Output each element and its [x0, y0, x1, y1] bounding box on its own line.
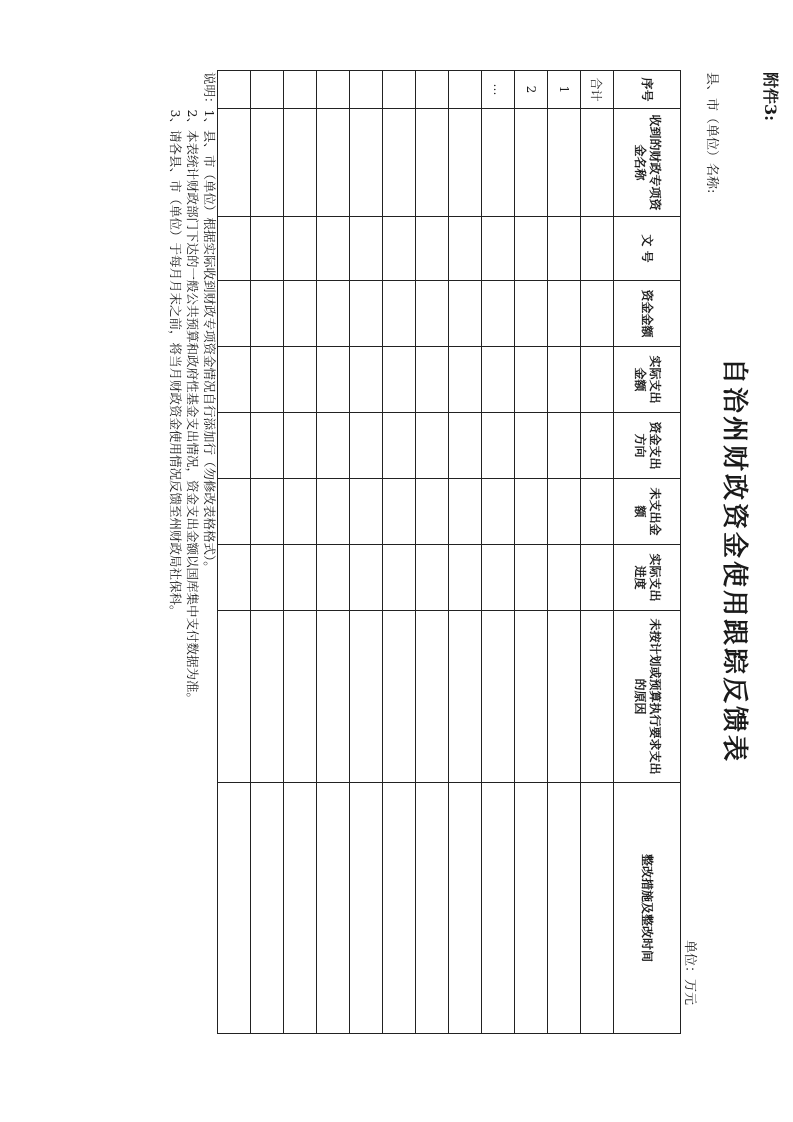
header-spending-progress: 实际支出进度: [614, 545, 681, 611]
table-cell: [218, 783, 251, 1034]
table-cell: [515, 545, 548, 611]
table-cell: [218, 347, 251, 413]
table-cell: [581, 545, 614, 611]
table-cell: [482, 545, 515, 611]
table-cell: [218, 611, 251, 783]
table-cell: [251, 611, 284, 783]
table-cell: [284, 783, 317, 1034]
form-title: 自治州财政资金使用跟踪反馈表: [719, 357, 749, 764]
table-cell: [515, 217, 548, 281]
table-cell: [548, 545, 581, 611]
table-cell: [350, 783, 383, 1034]
table-cell: [317, 545, 350, 611]
row-index-cell: [251, 71, 284, 109]
table-row: [383, 71, 416, 1034]
notes-section: [167, 72, 218, 705]
table-row: [218, 71, 251, 1034]
table-cell: [548, 109, 581, 217]
table-cell: [350, 413, 383, 479]
table-cell: [449, 347, 482, 413]
table-cell: [383, 347, 416, 413]
table-cell: [317, 109, 350, 217]
table-cell: [449, 281, 482, 347]
row-index-cell: [350, 71, 383, 109]
row-index-cell: [416, 71, 449, 109]
table-cell: [548, 413, 581, 479]
table-cell: [383, 413, 416, 479]
table-cell: [350, 109, 383, 217]
table-cell: [383, 545, 416, 611]
table-row: [350, 71, 383, 1034]
table-cell: [515, 413, 548, 479]
table-cell: [515, 783, 548, 1034]
table-row: [482, 71, 515, 1034]
table-cell: [449, 413, 482, 479]
table-cell: [383, 217, 416, 281]
header-rectification: 整改措施及整改时间: [614, 783, 681, 1034]
table-cell: [416, 479, 449, 545]
table-cell: [350, 347, 383, 413]
table-row: [284, 71, 317, 1034]
table-cell: [482, 281, 515, 347]
table-cell: [548, 611, 581, 783]
table-cell: [350, 545, 383, 611]
table-cell: [383, 611, 416, 783]
table-cell: [548, 783, 581, 1034]
table-cell: [317, 281, 350, 347]
table-cell: [482, 217, 515, 281]
table-cell: [416, 109, 449, 217]
table-cell: [218, 281, 251, 347]
table-cell: [218, 479, 251, 545]
header-fund-name: 收到的财政专项资金名称: [614, 109, 681, 217]
table-cell: [416, 611, 449, 783]
table-cell: [581, 479, 614, 545]
table-cell: [416, 413, 449, 479]
table-cell: [581, 347, 614, 413]
table-row: [317, 71, 350, 1034]
table-cell: [515, 611, 548, 783]
note-line: 2、本表统计财政部门下达的一般公共预算和政府性基金支出情况，资金支出金额以国库集中支付数据为准。: [185, 72, 200, 705]
table-row: [548, 71, 581, 1034]
table-cell: [482, 347, 515, 413]
row-index-cell: [317, 71, 350, 109]
row-index-cell: …: [482, 71, 515, 109]
table-row: [581, 71, 614, 1034]
table-cell: [251, 281, 284, 347]
table-cell: [251, 109, 284, 217]
table-cell: [548, 281, 581, 347]
table-cell: [449, 783, 482, 1034]
table-cell: [383, 109, 416, 217]
table-cell: [581, 109, 614, 217]
row-index-cell: 1: [548, 71, 581, 109]
attachment-label: 附件3:: [761, 72, 780, 122]
table-cell: [251, 413, 284, 479]
table-cell: [548, 347, 581, 413]
table-cell: [383, 783, 416, 1034]
table-cell: [284, 413, 317, 479]
header-index: 序号: [614, 71, 681, 109]
table-cell: [350, 217, 383, 281]
table-cell: [416, 783, 449, 1034]
header-document-number: 文 号: [614, 217, 681, 281]
table-cell: [284, 479, 317, 545]
table-cell: [317, 217, 350, 281]
note-line: 说明：1、县、市（单位）根据实际收到财政专项资金情况自行添加行（勿修改表格格式）。: [202, 72, 217, 574]
header-fund-amount: 资金金额: [614, 281, 681, 347]
row-index-cell: [284, 71, 317, 109]
table-cell: [581, 413, 614, 479]
table-cell: [581, 611, 614, 783]
table-cell: [251, 545, 284, 611]
table-cell: [482, 783, 515, 1034]
table-cell: [251, 479, 284, 545]
table-row: [449, 71, 482, 1034]
table-cell: [416, 545, 449, 611]
table-cell: [383, 281, 416, 347]
table-cell: [581, 281, 614, 347]
table-cell: [482, 479, 515, 545]
table-cell: [317, 479, 350, 545]
table-cell: [416, 281, 449, 347]
table-row: [416, 71, 449, 1034]
table-body: [218, 71, 614, 1034]
table-cell: [383, 479, 416, 545]
table-cell: [449, 217, 482, 281]
table-cell: [515, 109, 548, 217]
table-cell: [548, 479, 581, 545]
table-cell: [284, 347, 317, 413]
row-index-cell: 2: [515, 71, 548, 109]
table-cell: [284, 611, 317, 783]
table-cell: [482, 611, 515, 783]
table-cell: [350, 281, 383, 347]
table-cell: [548, 217, 581, 281]
table-cell: [218, 413, 251, 479]
table-cell: [218, 217, 251, 281]
row-index-cell: [218, 71, 251, 109]
table-cell: [416, 217, 449, 281]
table-row: [515, 71, 548, 1034]
table-cell: [350, 479, 383, 545]
tracking-feedback-table: [217, 70, 681, 1034]
header-actual-spending: 实际支出金额: [614, 347, 681, 413]
table-cell: [449, 479, 482, 545]
table-cell: [482, 109, 515, 217]
table-cell: [251, 783, 284, 1034]
table-cell: [416, 347, 449, 413]
table-cell: [449, 611, 482, 783]
table-cell: [317, 347, 350, 413]
table-header-row: [614, 71, 681, 1034]
table-cell: [284, 545, 317, 611]
county-name-label: 县、市（单位）名称:: [704, 72, 719, 194]
table-cell: [284, 281, 317, 347]
table-cell: [251, 217, 284, 281]
header-unspent-amount: 未支出金额: [614, 479, 681, 545]
table-cell: [284, 109, 317, 217]
table-cell: [482, 413, 515, 479]
table-cell: [218, 545, 251, 611]
table-cell: [581, 217, 614, 281]
table-cell: [449, 109, 482, 217]
note-line: 3、请各县、市（单位）于每月月末之前，将当月财政资金使用情况反馈至州财政局社保科。: [168, 72, 183, 618]
table-cell: [515, 479, 548, 545]
table-cell: [581, 783, 614, 1034]
table-cell: [449, 545, 482, 611]
table-cell: [317, 611, 350, 783]
table-row: [251, 71, 284, 1034]
table-cell: [251, 347, 284, 413]
unit-label: 单位：万元: [682, 940, 697, 1006]
row-index-cell: [383, 71, 416, 109]
header-spending-direction: 资金支出方向: [614, 413, 681, 479]
row-index-cell: 合计: [581, 71, 614, 109]
table-cell: [515, 347, 548, 413]
table-cell: [218, 109, 251, 217]
table-cell: [317, 783, 350, 1034]
header-deviation-reason: 未按计划或预算执行要求支出的原因: [614, 611, 681, 783]
table-cell: [317, 413, 350, 479]
row-index-cell: [449, 71, 482, 109]
table-cell: [350, 611, 383, 783]
table-cell: [515, 281, 548, 347]
table-cell: [284, 217, 317, 281]
